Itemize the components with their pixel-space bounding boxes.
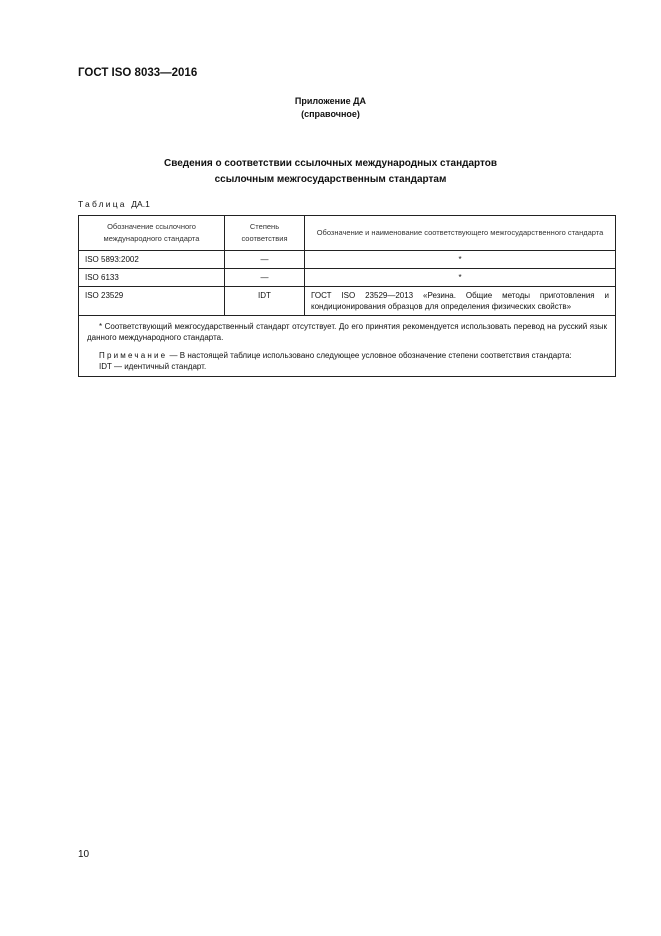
table-caption-word: Таблица xyxy=(78,199,127,209)
cell-reference: ISO 23529 xyxy=(79,287,225,316)
table-row xyxy=(79,287,616,316)
column-header-reference: Обозначение ссылочного международного стандарта xyxy=(79,216,225,251)
table-note xyxy=(87,350,607,361)
table-header-row xyxy=(79,216,616,251)
document-designation: ГОСТ ISO 8033—2016 xyxy=(78,67,198,79)
appendix-title: Приложение ДА xyxy=(294,96,367,106)
column-header-degree: Степень соответствия xyxy=(225,216,305,251)
cell-degree: IDT xyxy=(225,287,305,316)
cell-reference: ISO 6133 xyxy=(79,269,225,287)
note-item: IDT — идентичный стандарт. xyxy=(99,362,207,371)
note-text: — В настоящей таблице использовано следующее условное обозначение степени соответствия стандарта: xyxy=(169,351,572,360)
cell-national: * xyxy=(305,251,616,269)
cell-national: ГОСТ ISO 23529—2013 «Резина. Общие методы приготовления и кондиционирования образцов для определения физических свойств» xyxy=(305,287,616,316)
cell-degree: — xyxy=(225,251,305,269)
cell-reference: ISO 5893:2002 xyxy=(79,251,225,269)
footnote: * Соответствующий межгосударственный стандарт отсутствует. До его принятия рекомендуется использовать перевод на русский язык данного международного стандарта. xyxy=(87,322,607,342)
note-label: Примечание xyxy=(99,351,168,360)
correspondence-table xyxy=(78,215,616,377)
table-footer-row xyxy=(79,316,616,377)
table-row xyxy=(79,269,616,287)
table-caption xyxy=(78,199,150,209)
table-row xyxy=(79,251,616,269)
section-title-line-2: ссылочным межгосударственным стандартам xyxy=(214,174,447,185)
table-footer xyxy=(79,316,616,377)
cell-national: * xyxy=(305,269,616,287)
cell-degree: — xyxy=(225,269,305,287)
table-caption-number: ДА.1 xyxy=(131,199,150,209)
column-header-national: Обозначение и наименование соответствующего межгосударственного стандарта xyxy=(305,216,616,251)
page-number: 10 xyxy=(78,849,90,860)
section-title xyxy=(0,156,661,188)
appendix-kind: (справочное) xyxy=(301,109,360,119)
section-title-line-1: Сведения о соответствии ссылочных международных стандартов xyxy=(163,158,498,169)
